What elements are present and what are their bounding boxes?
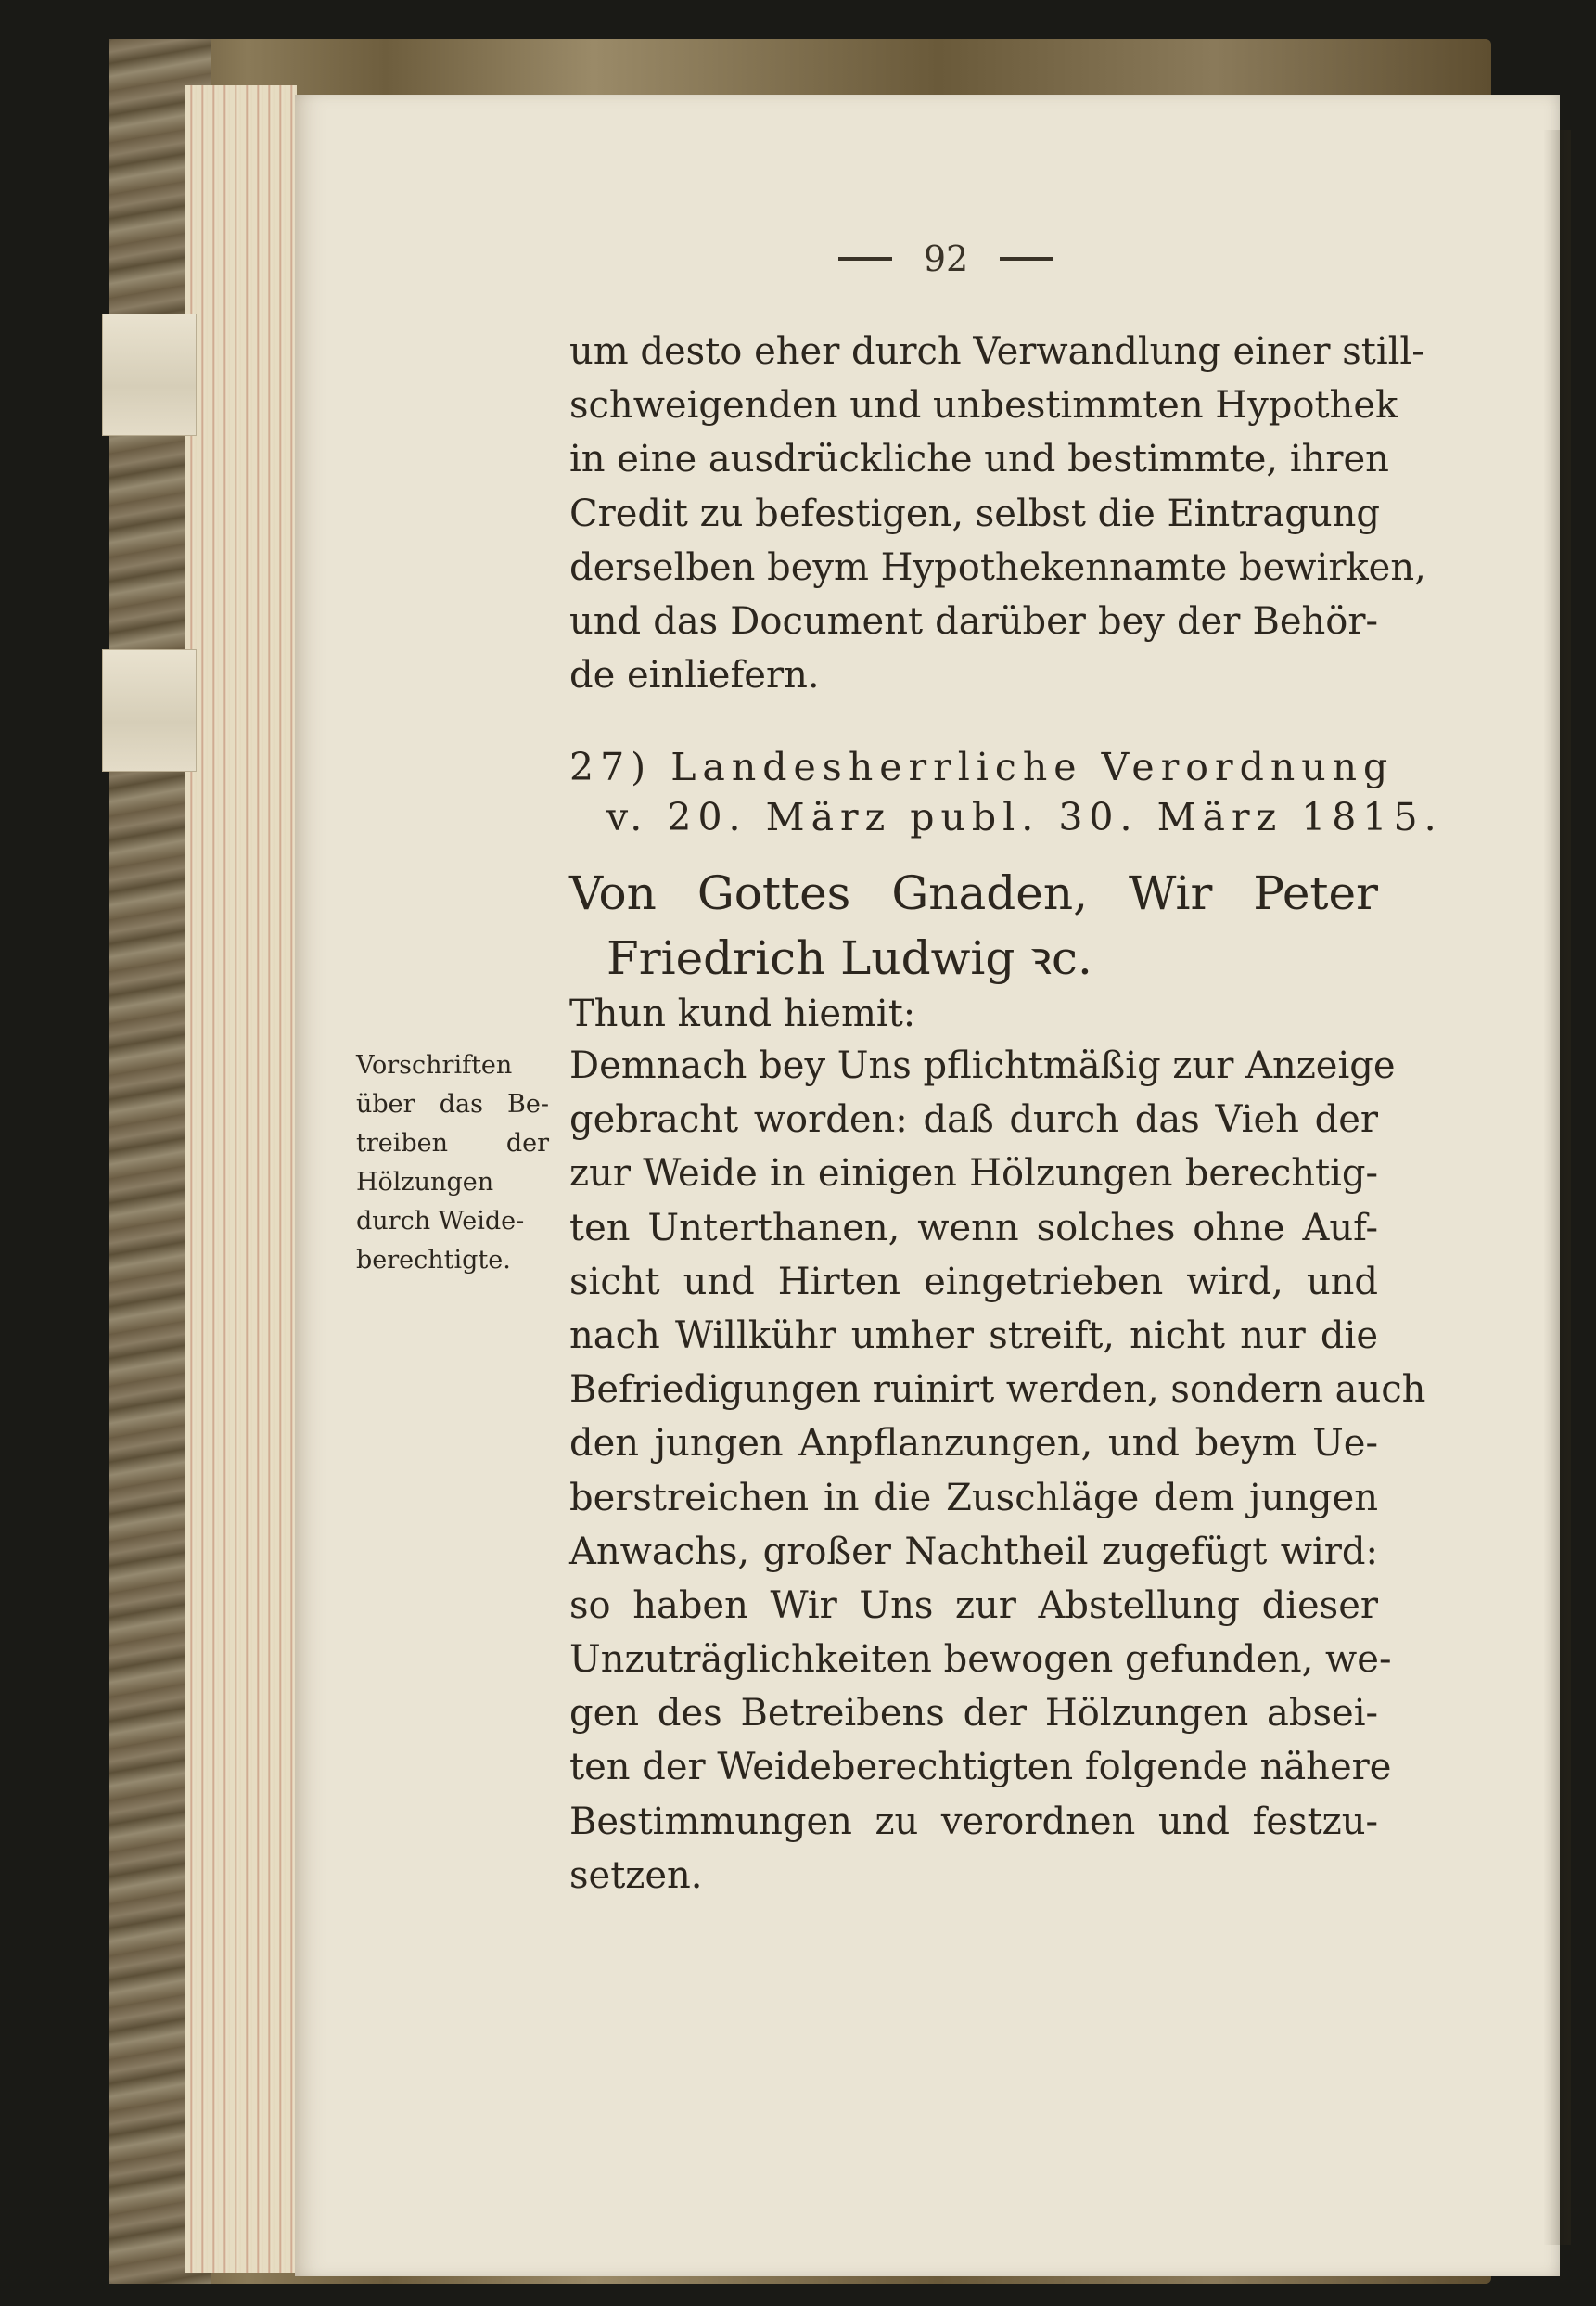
marginal-note [356,1046,549,1280]
text-line: Thun kund hiemit: [569,993,916,1035]
text-line: in eine ausdrückliche und bestimmte, ihren [569,438,1389,481]
text-line: den jungen Anpflanzungen, und beym Ue- [569,1422,1378,1466]
paragraph-continued [569,325,1426,702]
marginal-note-line: Vorschriften [356,1051,513,1080]
text-line: setzen. [569,1853,703,1897]
text-line: zur Weide in einigen Hölzungen berechtig- [569,1152,1378,1196]
paper-tab-lower [102,649,197,772]
paper-tab-upper [102,314,197,436]
proclamation-line [569,987,1378,1041]
text-line: so haben Wir Uns zur Abstellung dieser [569,1583,1378,1627]
text-line: Befriedigungen ruinirt werden, sondern auch [569,1368,1426,1412]
decree-line: Friedrich Ludwig ꝛc. [606,931,1092,985]
gutter-shadow [1543,130,1571,2245]
text-line: ten Unterthanen, wenn solches ohne Auf- [569,1206,1378,1249]
heading-line: 27) Landesherrliche Verordnung [569,745,1395,789]
text-line: Unzuträglichkeiten bewogen gefunden, we- [569,1638,1392,1682]
marginal-note-line: durch Weide- [356,1207,525,1236]
page-number [816,236,1076,282]
folio-dash-left [838,257,892,261]
text-line: derselben beym Hypothekennamte bewirken, [569,545,1426,589]
heading-date-line: v. 20. März publ. 30. März 1815. [606,795,1443,839]
marginal-note-line: treiben der [356,1129,549,1158]
text-line: und das Document darüber bey der Behör- [569,599,1378,643]
text-line: schweigenden und unbestimmten Hypothek [569,384,1398,428]
text-line: berstreichen in die Zuschläge dem jungen [569,1476,1378,1519]
decree-line: Von Gottes Gnaden, Wir Peter [569,866,1378,920]
marginal-note-line: Hölzungen [356,1168,494,1197]
text-line: Credit zu befestigen, selbst die Eintragung [569,492,1380,535]
text-line: gebracht worden: daß durch das Vieh der [569,1098,1378,1142]
text-line: sicht und Hirten eingetrieben wird, und [569,1260,1378,1303]
page-edges [185,85,297,2273]
text-line: ten der Weideberechtigten folgende nähere [569,1746,1392,1789]
marginal-note-line: über das Be- [356,1090,549,1119]
text-line: Bestimmungen zu verordnen und festzu- [569,1800,1378,1843]
text-line: Demnach bey Uns pflichtmäßig zur Anzeige [569,1044,1396,1087]
text-line: Anwachs, großer Nachtheil zugefügt wird: [569,1530,1378,1573]
text-line: gen des Betreibens der Hölzungen absei- [569,1692,1378,1736]
text-line: um desto eher durch Verwandlung einer still- [569,330,1424,373]
folio-dash-right [1000,257,1053,261]
decree-body [569,1039,1426,1902]
section-heading [569,742,1443,842]
decree-title [569,861,1378,991]
page-number-text: 92 [923,238,969,279]
text-line: de einliefern. [569,654,820,698]
marginal-note-line: berechtigte. [356,1246,511,1275]
text-line: nach Willkühr umher streift, nicht nur die [569,1313,1378,1357]
